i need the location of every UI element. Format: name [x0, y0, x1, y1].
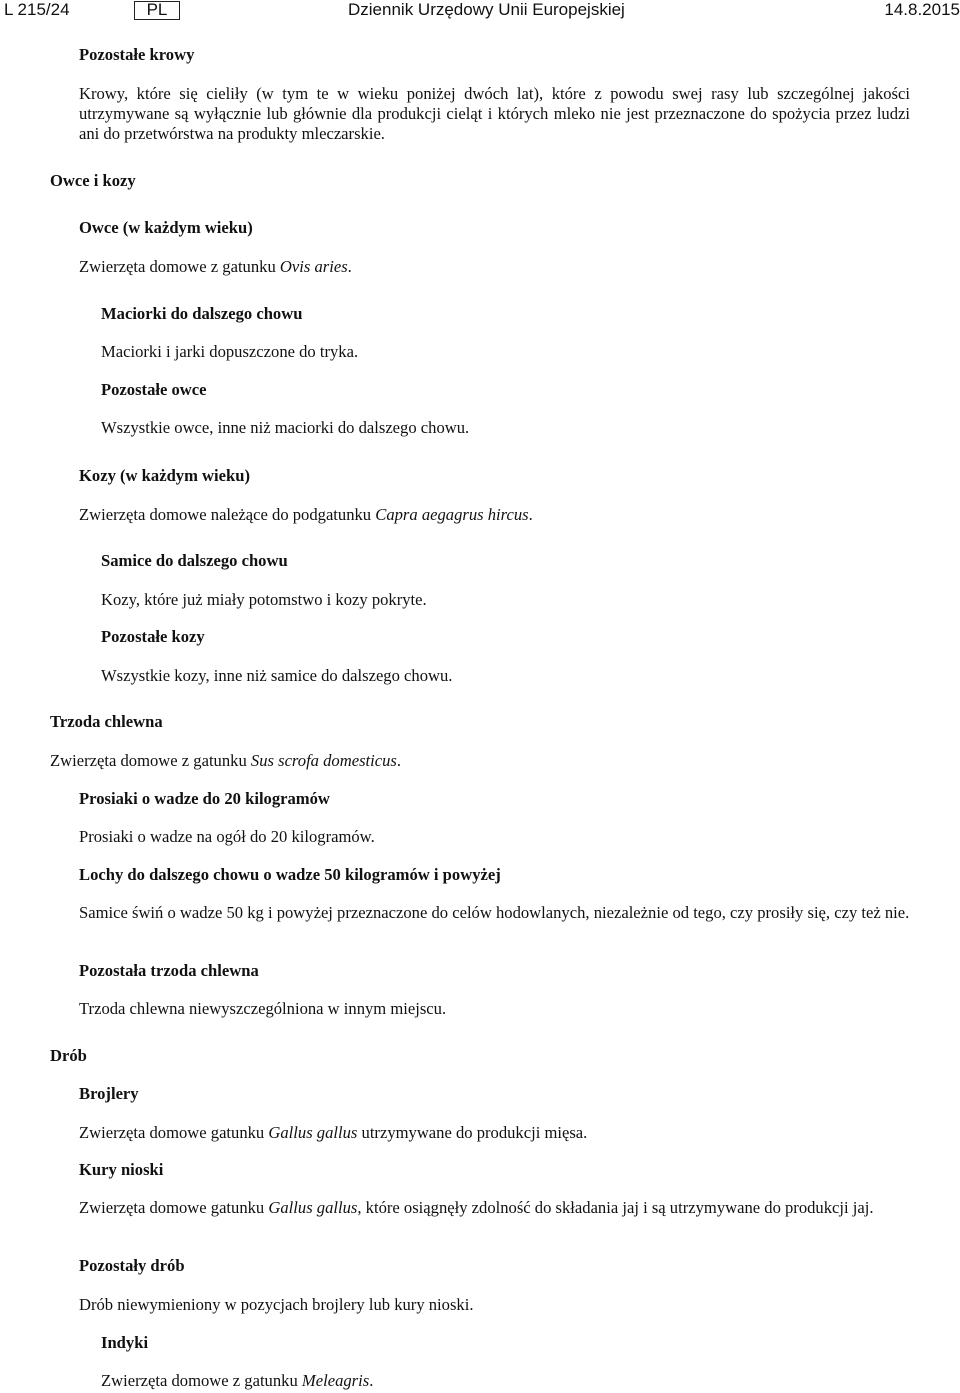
- text-pozostale-kozy: Wszystkie kozy, inne niż samice do dalszego chowu.: [101, 666, 453, 685]
- language-code-box: PL: [134, 1, 180, 20]
- heading-pozostale-krowy: Pozostałe krowy: [79, 45, 195, 64]
- heading-lochy: Lochy do dalszego chowu o wadze 50 kilogramów i powyżej: [79, 865, 501, 884]
- heading-prosiaki: Prosiaki o wadze do 20 kilogramów: [79, 789, 330, 808]
- species-name: Capra aegagrus hircus: [375, 505, 529, 524]
- heading-pozostale-kozy: Pozostałe kozy: [101, 627, 205, 646]
- text-prosiaki: Prosiaki o wadze na ogół do 20 kilogramów.: [79, 827, 375, 846]
- publication-date: 14.8.2015: [884, 0, 960, 19]
- page-header: [0, 0, 960, 22]
- heading-indyki: Indyki: [101, 1333, 149, 1352]
- heading-samice: Samice do dalszego chowu: [101, 551, 288, 570]
- species-name: Ovis aries: [279, 257, 348, 276]
- species-name: Gallus gallus: [268, 1123, 358, 1142]
- heading-pozostale-owce: Pozostałe owce: [101, 380, 207, 399]
- species-name: Meleagris: [301, 1371, 370, 1390]
- heading-brojlery: Brojlery: [79, 1084, 139, 1103]
- heading-kury-nioski: Kury nioski: [79, 1160, 164, 1179]
- text-owce: Zwierzęta domowe z gatunku Ovis aries.: [79, 257, 352, 276]
- text-kozy: Zwierzęta domowe należące do podgatunku Capra aegagrus hircus.: [79, 505, 533, 524]
- heading-maciorki: Maciorki do dalszego chowu: [101, 304, 303, 323]
- text-trzoda-chlewna: Zwierzęta domowe z gatunku Sus scrofa domesticus.: [50, 751, 402, 770]
- page-reference: L 215/24: [4, 0, 70, 19]
- text-pozostale-krowy: Krowy, które się cieliły (w tym te w wieku poniżej dwóch lat), które z powodu swej rasy lub szczególnej jakości utrzymywane są wyłącznie lub głównie dla produkcji cieląt i których mleko nie jest przeznaczone do spożycia przez ludzi ani do przetwórstwa na produkty mleczarskie.: [79, 84, 910, 143]
- species-name: Gallus gallus: [268, 1198, 358, 1217]
- heading-pozostala-trzoda: Pozostała trzoda chlewna: [79, 961, 259, 980]
- text-maciorki: Maciorki i jarki dopuszczone do tryka.: [101, 342, 359, 361]
- heading-kozy: Kozy (w każdym wieku): [79, 466, 251, 485]
- heading-trzoda-chlewna: Trzoda chlewna: [50, 712, 163, 731]
- heading-drob: Drób: [50, 1046, 87, 1065]
- text-samice: Kozy, które już miały potomstwo i kozy pokryte.: [101, 590, 427, 609]
- heading-owce-i-kozy: Owce i kozy: [50, 171, 136, 190]
- text-pozostala-trzoda: Trzoda chlewna niewyszczególniona w innym miejscu.: [79, 999, 447, 1018]
- text-lochy: Samice świń o wadze 50 kg i powyżej przeznaczone do celów hodowlanych, niezależnie od tego, czy prosiły się, czy też nie.: [79, 903, 910, 922]
- text-pozostaly-drob: Drób niewymieniony w pozycjach brojlery lub kury nioski.: [79, 1295, 474, 1314]
- text-kury-nioski: Zwierzęta domowe gatunku Gallus gallus, które osiągnęły zdolność do składania jaj i są utrzymywane do produkcji jaj.: [79, 1198, 874, 1217]
- text-pozostale-owce: Wszystkie owce, inne niż maciorki do dalszego chowu.: [101, 418, 470, 437]
- text-brojlery: Zwierzęta domowe gatunku Gallus gallus utrzymywane do produkcji mięsa.: [79, 1123, 588, 1142]
- heading-pozostaly-drob: Pozostały drób: [79, 1256, 185, 1275]
- heading-owce: Owce (w każdym wieku): [79, 218, 253, 237]
- species-name: Sus scrofa domesticus: [250, 751, 397, 770]
- journal-title: Dziennik Urzędowy Unii Europejskiej: [348, 0, 625, 19]
- text-indyki: Zwierzęta domowe z gatunku Meleagris.: [101, 1371, 374, 1390]
